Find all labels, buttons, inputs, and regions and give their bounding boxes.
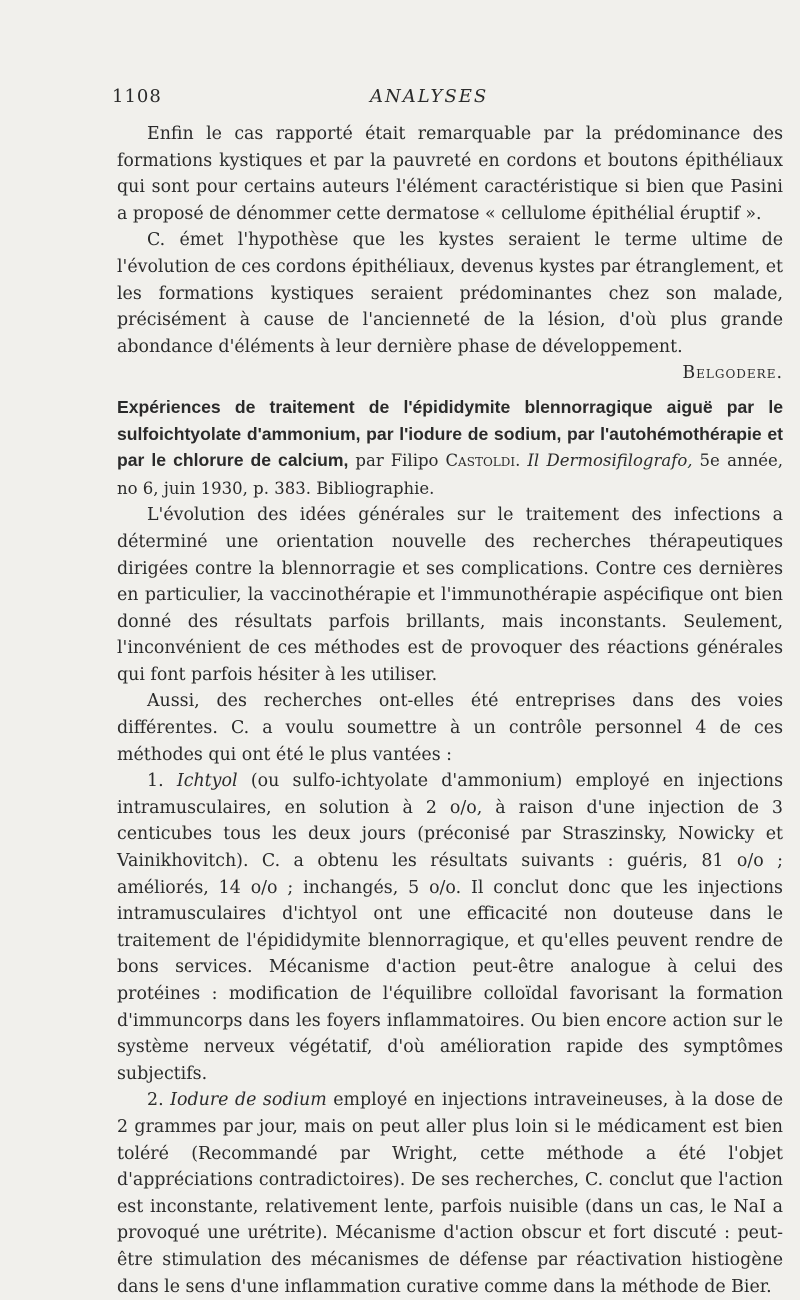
review-signature: Belgodere. [682,363,783,384]
list-item-1-text: (ou sulfo-ichtyolate d'ammonium) employé en injections intramusculaires, en solution à 2 o/o, à raison d'une injection de 3 centicubes tous les deux jours (préconisé par Straszinsky, Nowicky et Vainikhovitch). C. a obtenu les résultats suivants : guéris, 81 o/o ; améliorés, 14 o/o ; inchangés, 5 o/o. Il conclut donc que les injections intramusculaires d'ichtyol ont une efficacité non douteuse dans le traitement de l'épididymite blennorragique, et qu'elles peuvent rendre de bons services. Mécanisme d'action peut-être analogue à celui des protéines : modification de l'équilibre colloïdal favorisant la formation d'immuncorps dans les foyers inflammatoires. Ou bien encore action sur le système nerveux végétatif, d'où amélioration rapide des symptômes subjectifs. [117,771,783,1084]
journal-name: Il Dermosifilografo, [527,451,693,471]
list-item-1-number: 1. [147,771,164,792]
list-item-2-text: employé en injections intraveineuses, à la dose de 2 grammes par jour, mais on peut aller plus loin si le médicament est bien toléré (Recommandé par Wright, cette méthode a été l'objet d'appréciations contradictoires). De ses recherches, C. conclut que l'action est inconstante, relativement lente, parfois nuisible (dans un cas, le NaI a provoqué une urétrite). Mécanisme d'action obscur et fort discuté : peut-être stimulation des mécanismes de défense par réactivation histiogène dans le sens d'une inflammation curative comme dans la méthode de Bier. [117,1090,783,1297]
article-by: par [355,451,384,471]
list-item-2 [117,1087,783,1300]
intro-paragraph-2: C. émet l'hypothèse que les kystes seraient le terme ultime de l'évolution de ces cordons épithéliaux, devenus kystes par étranglement, et les formations kystiques seraient prédominantes chez son malade, précisément à cause de l'ancienneté de la lésion, d'où plus grande abondance d'éléments à leur dernière phase de développement. [117,230,783,357]
page-number: 1108 [112,86,162,107]
article-heading [117,394,783,502]
list-item-2-number: 2. [147,1090,164,1111]
list-item-2-term: Iodure de sodium [170,1090,327,1111]
article-paragraph-1: L'évolution des idées générales sur le traitement des infections a déterminé une orientation nouvelle des recherches thérapeutiques dirigées contre la blennorragie et ses complications. Contre ces dernières en particulier, la vaccinothérapie et l'immunothérapie aspécifique ont bien donné des résultats parfois brillants, mais inconstants. Seulement, l'inconvénient de ces méthodes est de provoquer des réactions générales qui font parfois hésiter à les utiliser. [117,505,783,685]
author-last-name: Castoldi. [445,451,521,471]
citation: 5e année, no 6, juin 1930, p. 383. Bibliographie. [117,451,783,498]
page-header [112,86,800,110]
page-body [117,121,783,1300]
running-head: ANALYSES [370,86,489,107]
author-first-name: Filipo [390,451,439,471]
article-paragraph-2: Aussi, des recherches ont-elles été entreprises dans des voies différentes. C. a voulu soumettre à un contrôle personnel 4 de ces méthodes qui ont été le plus vantées : [117,691,783,765]
article-title: Expériences de traitement de l'épididymite blennorragique aiguë par le sulfoichtyolate d'ammonium, par l'iodure de sodium, par l'autohémothérapie et par le chlorure de calcium, [117,396,783,471]
intro-paragraph-1: Enfin le cas rapporté était remarquable par la prédominance des formations kystiques et par la pauvreté en cordons et boutons épithéliaux qui sont pour certains auteurs l'élément caractéristique si bien que Pasini a proposé de dénommer cette dermatose « cellulome épithélial éruptif ». [117,124,783,224]
list-item-1-term: Ichtyol [176,771,238,792]
list-item-1 [117,768,783,1087]
